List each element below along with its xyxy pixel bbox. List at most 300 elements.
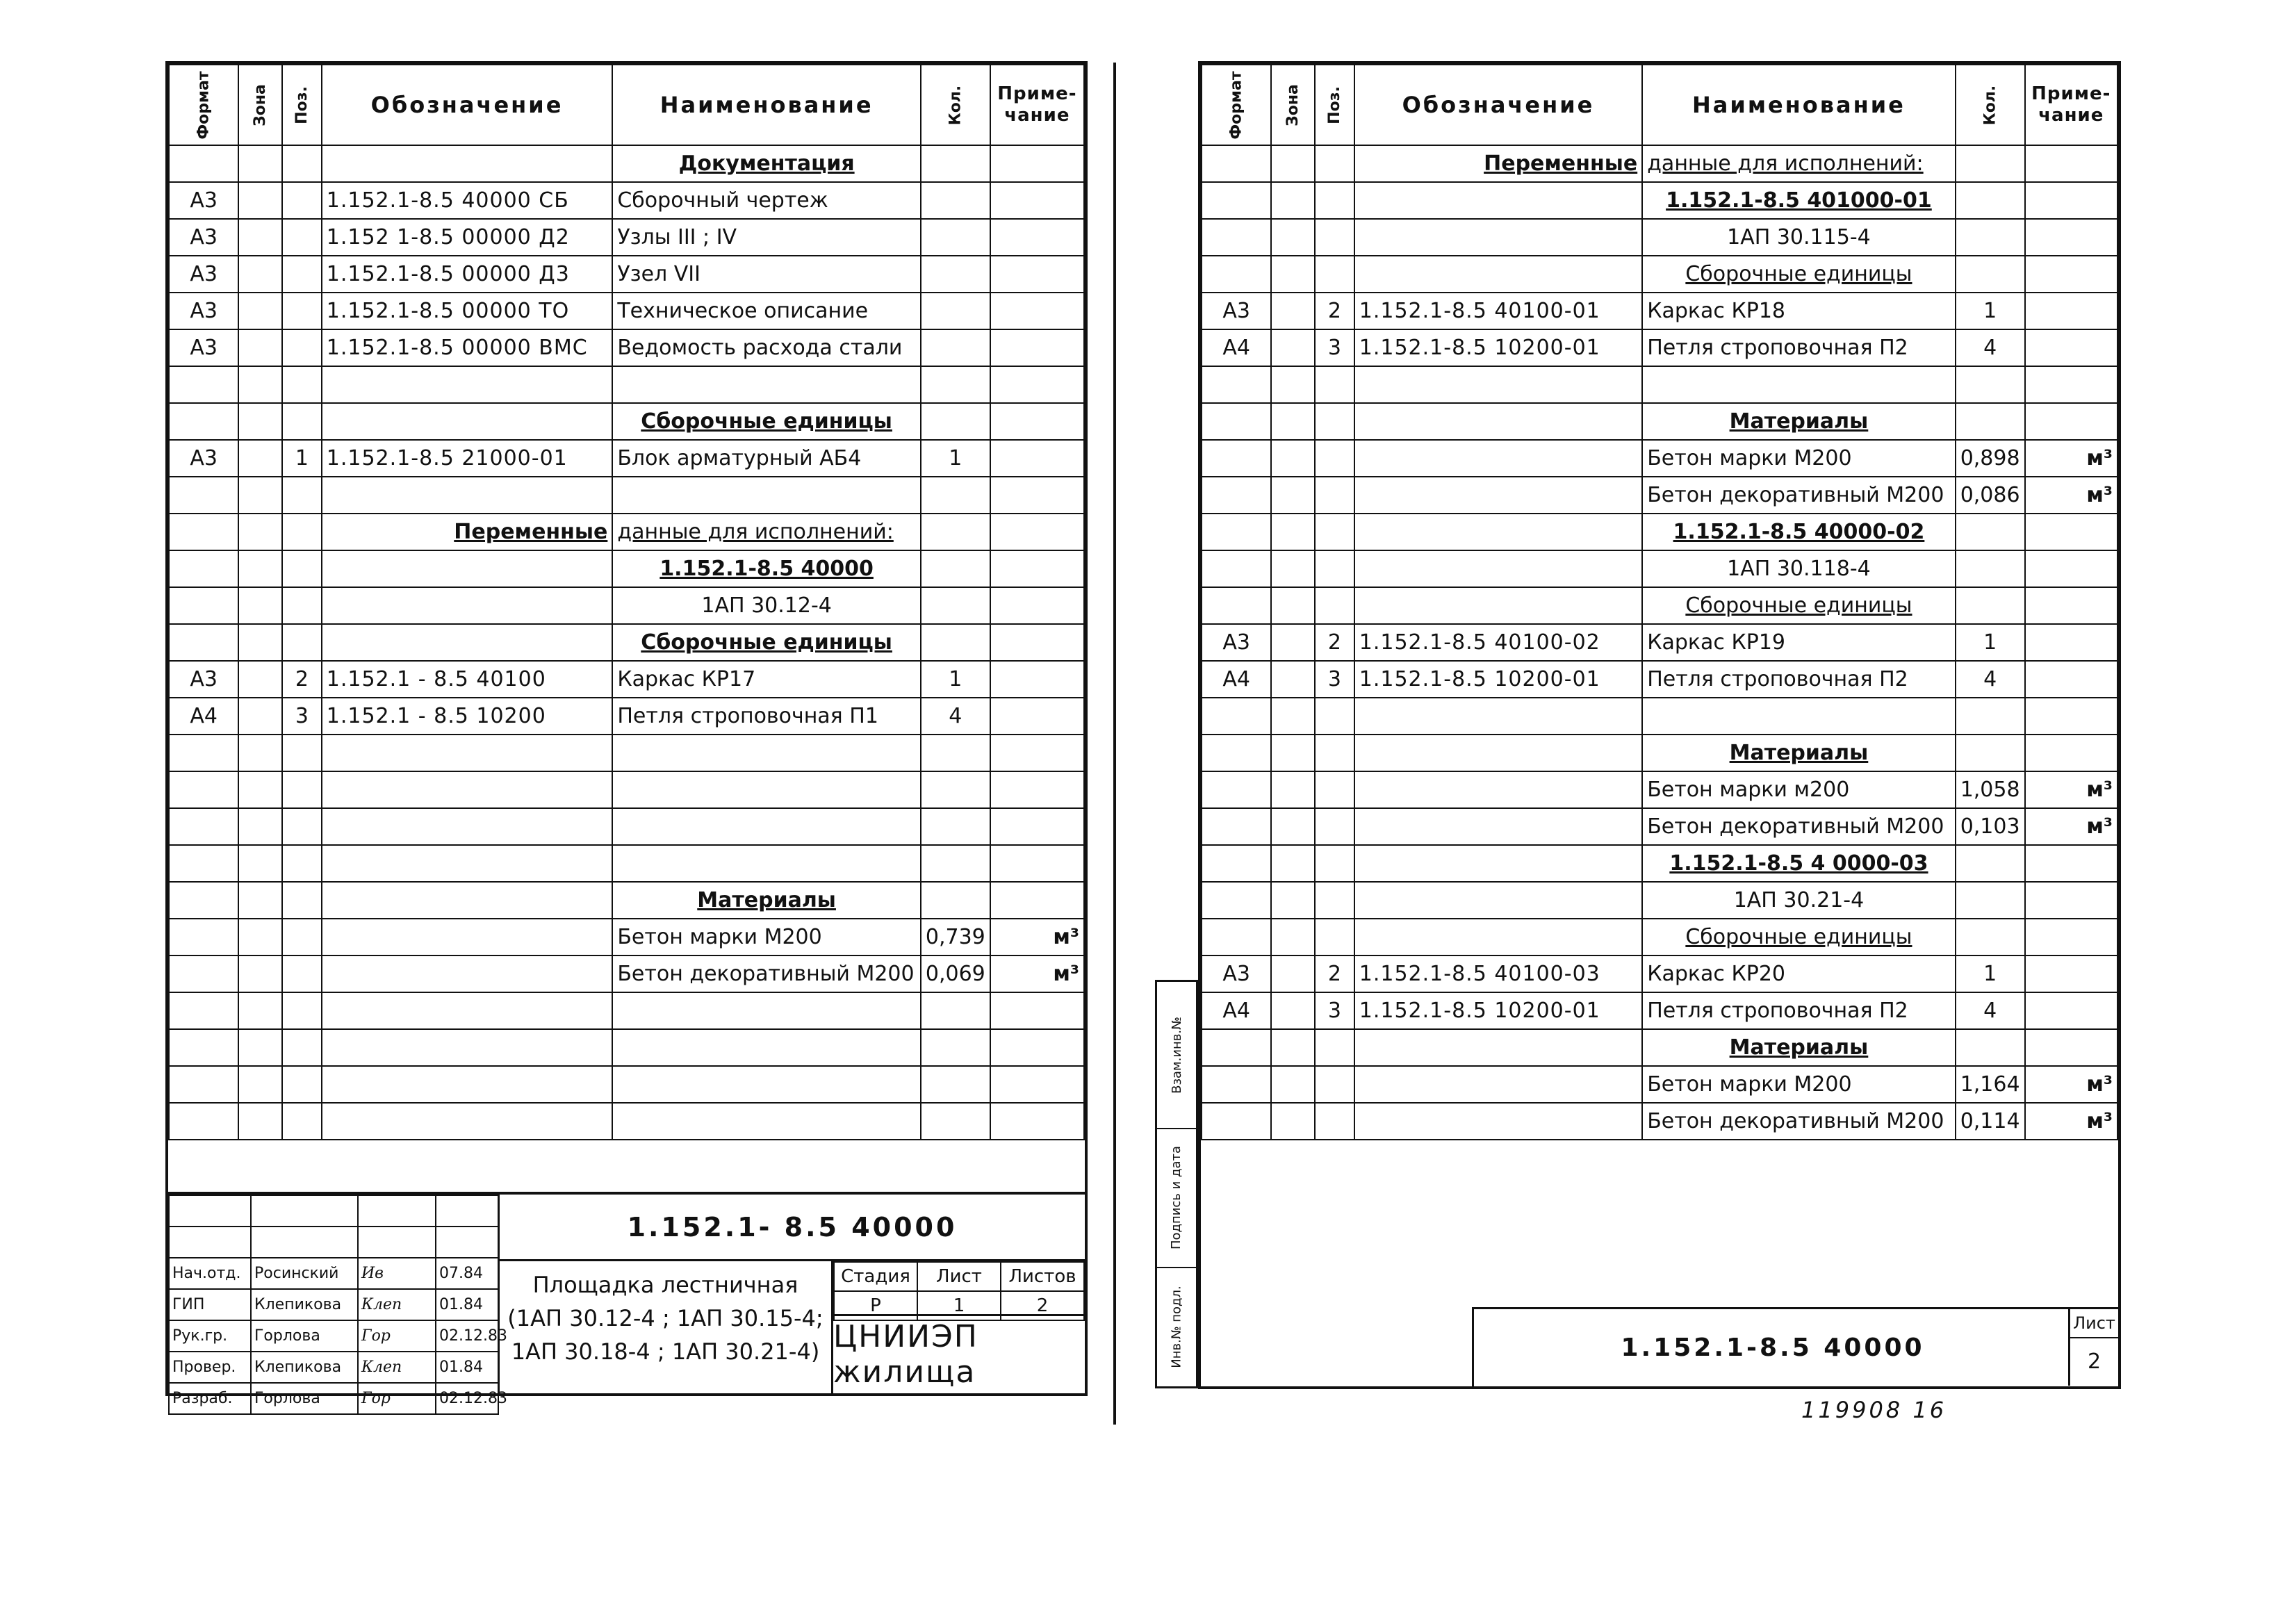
qty-cell: 0,069 bbox=[921, 955, 990, 992]
zone-cell bbox=[1271, 735, 1315, 771]
col-name-header: Наименование bbox=[1642, 65, 1956, 145]
qty-cell: 0,898 bbox=[1956, 440, 2025, 477]
format-cell: А3 bbox=[169, 329, 238, 366]
spec-row bbox=[1202, 882, 2117, 919]
name-cell: Каркас КР17 bbox=[612, 661, 921, 698]
designation-cell: 1.152.1-8.5 10200-01 bbox=[1354, 992, 1642, 1029]
pos-cell bbox=[282, 882, 322, 919]
note-cell bbox=[2025, 587, 2117, 624]
designation-cell bbox=[1354, 366, 1642, 403]
spec-row bbox=[169, 329, 1084, 366]
pos-cell bbox=[1315, 145, 1354, 182]
zone-cell bbox=[238, 550, 282, 587]
zone-cell bbox=[238, 1029, 282, 1066]
pos-cell bbox=[282, 293, 322, 329]
note-cell bbox=[990, 587, 1084, 624]
designation-cell bbox=[322, 477, 613, 514]
person-name-cell: Клепикова bbox=[251, 1352, 358, 1383]
note-cell: м³ bbox=[2025, 477, 2117, 514]
spec-row bbox=[1202, 808, 2117, 845]
person-name-cell: Горлова bbox=[251, 1320, 358, 1352]
designation-cell bbox=[322, 955, 613, 992]
qty-cell bbox=[921, 587, 990, 624]
format-cell bbox=[169, 808, 238, 845]
designation-cell: 1.152.1-8.5 00000 ТО bbox=[322, 293, 613, 329]
zone-cell bbox=[238, 219, 282, 256]
format-cell bbox=[1202, 587, 1271, 624]
zone-cell bbox=[1271, 256, 1315, 293]
pos-cell bbox=[282, 514, 322, 550]
date-cell: 02.12.83 bbox=[436, 1383, 498, 1414]
designation-cell bbox=[1354, 440, 1642, 477]
designation-cell bbox=[1354, 403, 1642, 440]
col-note-header: Приме-чание bbox=[2025, 65, 2117, 145]
qty-cell bbox=[921, 219, 990, 256]
designation-cell bbox=[1354, 919, 1642, 955]
pos-cell bbox=[282, 477, 322, 514]
name-cell: Материалы bbox=[1642, 403, 1956, 440]
spec-row bbox=[1202, 1103, 2117, 1140]
format-cell: А3 bbox=[169, 661, 238, 698]
spec-header-row bbox=[169, 65, 1084, 145]
qty-cell: 4 bbox=[1956, 329, 2025, 366]
qty-cell bbox=[921, 145, 990, 182]
zone-cell bbox=[238, 919, 282, 955]
zone-cell bbox=[238, 808, 282, 845]
name-cell: Каркас КР19 bbox=[1642, 624, 1956, 661]
name-cell: Сборочные единицы bbox=[612, 624, 921, 661]
zone-cell bbox=[238, 1103, 282, 1140]
designation-cell bbox=[322, 992, 613, 1029]
pos-cell bbox=[1315, 735, 1354, 771]
note-cell bbox=[2025, 256, 2117, 293]
pos-cell bbox=[1315, 808, 1354, 845]
qty-cell: 4 bbox=[1956, 992, 2025, 1029]
name-cell: 1.152.1-8.5 40000-02 bbox=[1642, 514, 1956, 550]
note-cell bbox=[2025, 403, 2117, 440]
note-cell bbox=[990, 256, 1084, 293]
designation-cell: 1.152.1-8.5 00000 Д3 bbox=[322, 256, 613, 293]
zone-cell bbox=[1271, 293, 1315, 329]
qty-cell bbox=[921, 182, 990, 219]
designation-cell bbox=[322, 808, 613, 845]
name-cell: Ведомость расхода стали bbox=[612, 329, 921, 366]
spec-row bbox=[1202, 1029, 2117, 1066]
designation-cell: 1.152.1 - 8.5 10200 bbox=[322, 698, 613, 735]
person-name-cell: Клепикова bbox=[251, 1289, 358, 1320]
zone-cell bbox=[238, 403, 282, 440]
name-cell: Бетон декоративный М200 bbox=[1642, 477, 1956, 514]
name-cell: Сборочные единицы bbox=[1642, 256, 1956, 293]
spec-row bbox=[1202, 366, 2117, 403]
designation-cell: Переменные bbox=[1354, 145, 1642, 182]
format-cell bbox=[169, 845, 238, 882]
pos-cell bbox=[1315, 256, 1354, 293]
sidebar-field: Взам.инв.№ bbox=[1157, 982, 1196, 1129]
qty-cell: 0,086 bbox=[1956, 477, 2025, 514]
zone-cell bbox=[1271, 624, 1315, 661]
pos-cell bbox=[1315, 845, 1354, 882]
name-cell bbox=[1642, 366, 1956, 403]
zone-cell bbox=[1271, 1066, 1315, 1103]
designation-cell bbox=[322, 882, 613, 919]
spec-row bbox=[169, 477, 1084, 514]
qty-cell bbox=[1956, 1029, 2025, 1066]
stamp-blank-cell bbox=[436, 1195, 498, 1227]
zone-cell bbox=[238, 514, 282, 550]
note-cell bbox=[990, 440, 1084, 477]
name-cell: 1.152.1-8.5 401000-01 bbox=[1642, 182, 1956, 219]
spec-row bbox=[169, 440, 1084, 477]
stage-label: Стадия bbox=[834, 1262, 917, 1291]
zone-cell bbox=[238, 145, 282, 182]
note-cell bbox=[2025, 735, 2117, 771]
spec-table-2 bbox=[1201, 64, 2118, 1140]
stamp-person-row bbox=[169, 1258, 498, 1289]
spec-row bbox=[1202, 661, 2117, 698]
spec-row bbox=[169, 293, 1084, 329]
col-qty-header: Кол. bbox=[921, 65, 990, 145]
zone-cell bbox=[1271, 698, 1315, 735]
pos-cell bbox=[1315, 587, 1354, 624]
col-name-header: Наименование bbox=[612, 65, 921, 145]
zone-cell bbox=[238, 293, 282, 329]
designation-cell bbox=[322, 1066, 613, 1103]
note-cell bbox=[2025, 514, 2117, 550]
spec-row bbox=[169, 1029, 1084, 1066]
pos-cell: 2 bbox=[1315, 624, 1354, 661]
format-cell bbox=[1202, 771, 1271, 808]
zone-cell bbox=[1271, 661, 1315, 698]
designation-cell bbox=[322, 1029, 613, 1066]
note-cell bbox=[990, 771, 1084, 808]
format-cell: А4 bbox=[169, 698, 238, 735]
qty-cell: 0,739 bbox=[921, 919, 990, 955]
qty-cell: 1 bbox=[1956, 955, 2025, 992]
note-cell bbox=[990, 329, 1084, 366]
qty-cell bbox=[921, 293, 990, 329]
format-cell bbox=[169, 919, 238, 955]
name-cell: 1АП 30.115-4 bbox=[1642, 219, 1956, 256]
spec-row bbox=[1202, 1066, 2117, 1103]
pos-cell bbox=[282, 403, 322, 440]
format-cell bbox=[1202, 698, 1271, 735]
spec-row bbox=[1202, 145, 2117, 182]
qty-cell bbox=[921, 477, 990, 514]
zone-cell bbox=[1271, 440, 1315, 477]
name-cell: Бетон марки м200 bbox=[1642, 771, 1956, 808]
spec-sheet-2 bbox=[1198, 61, 2121, 1389]
spec-row bbox=[1202, 329, 2117, 366]
format-cell: А3 bbox=[169, 256, 238, 293]
format-cell bbox=[1202, 182, 1271, 219]
qty-cell bbox=[921, 256, 990, 293]
qty-cell: 4 bbox=[921, 698, 990, 735]
pos-cell bbox=[282, 182, 322, 219]
format-cell bbox=[169, 771, 238, 808]
zone-cell bbox=[1271, 145, 1315, 182]
pos-cell bbox=[1315, 698, 1354, 735]
designation-cell bbox=[322, 145, 613, 182]
format-cell bbox=[169, 882, 238, 919]
designation-cell bbox=[1354, 550, 1642, 587]
zone-cell bbox=[238, 256, 282, 293]
pos-cell bbox=[1315, 1066, 1354, 1103]
qty-cell bbox=[921, 1103, 990, 1140]
qty-cell bbox=[1956, 403, 2025, 440]
pos-cell bbox=[282, 256, 322, 293]
pos-cell bbox=[1315, 219, 1354, 256]
pos-cell bbox=[282, 1029, 322, 1066]
spec-row bbox=[169, 661, 1084, 698]
format-cell: А3 bbox=[169, 182, 238, 219]
spec-row bbox=[169, 955, 1084, 992]
pos-cell bbox=[1315, 550, 1354, 587]
pos-cell bbox=[282, 1066, 322, 1103]
signature-cell: Гор bbox=[358, 1320, 436, 1352]
designation-cell bbox=[1354, 1029, 1642, 1066]
zone-cell bbox=[238, 366, 282, 403]
qty-cell: 1,164 bbox=[1956, 1066, 2025, 1103]
zone-cell bbox=[1271, 514, 1315, 550]
qty-cell bbox=[921, 771, 990, 808]
note-cell: м³ bbox=[2025, 1066, 2117, 1103]
pos-cell bbox=[1315, 1029, 1354, 1066]
qty-cell bbox=[921, 624, 990, 661]
note-cell bbox=[990, 735, 1084, 771]
zone-cell bbox=[1271, 845, 1315, 882]
pos-cell bbox=[1315, 882, 1354, 919]
qty-cell bbox=[1956, 182, 2025, 219]
name-cell: Каркас КР18 bbox=[1642, 293, 1956, 329]
note-cell bbox=[2025, 145, 2117, 182]
zone-cell bbox=[1271, 992, 1315, 1029]
name-cell: Каркас КР20 bbox=[1642, 955, 1956, 992]
qty-cell: 4 bbox=[1956, 661, 2025, 698]
pos-cell bbox=[282, 845, 322, 882]
spec-row bbox=[169, 1103, 1084, 1140]
spec-row bbox=[169, 992, 1084, 1029]
designation-cell: 1.152.1-8.5 00000 ВМС bbox=[322, 329, 613, 366]
qty-cell bbox=[921, 366, 990, 403]
col-pos-header: Поз. bbox=[282, 65, 322, 145]
title-line: (1АП 30.12-4 ; 1АП 30.15-4; bbox=[507, 1305, 824, 1331]
name-cell: 1АП 30.21-4 bbox=[1642, 882, 1956, 919]
spec-row bbox=[1202, 550, 2117, 587]
note-cell bbox=[990, 514, 1084, 550]
designation-cell: 1.152.1-8.5 10200-01 bbox=[1354, 661, 1642, 698]
spec-row bbox=[169, 514, 1084, 550]
zone-cell bbox=[238, 661, 282, 698]
name-cell: Бетон декоративный М200 bbox=[1642, 808, 1956, 845]
zone-cell bbox=[238, 698, 282, 735]
pos-cell: 2 bbox=[282, 661, 322, 698]
format-cell bbox=[169, 955, 238, 992]
format-cell: А3 bbox=[1202, 955, 1271, 992]
date-cell: 01.84 bbox=[436, 1289, 498, 1320]
note-cell bbox=[2025, 955, 2117, 992]
note-cell bbox=[990, 477, 1084, 514]
name-cell bbox=[612, 366, 921, 403]
role-cell: Рук.гр. bbox=[169, 1320, 251, 1352]
spec-row bbox=[169, 771, 1084, 808]
name-cell: Бетон марки М200 bbox=[1642, 1066, 1956, 1103]
spec-row bbox=[169, 403, 1084, 440]
designation-cell: 1.152.1-8.5 40100-02 bbox=[1354, 624, 1642, 661]
note-cell: м³ bbox=[2025, 771, 2117, 808]
zone-cell bbox=[1271, 919, 1315, 955]
document-code: 1.152.1- 8.5 40000 bbox=[498, 1195, 1085, 1261]
name-cell: 1АП 30.12-4 bbox=[612, 587, 921, 624]
sheet-value: 2 bbox=[2087, 1350, 2102, 1374]
zone-cell bbox=[1271, 329, 1315, 366]
qty-cell bbox=[1956, 514, 2025, 550]
zone-cell bbox=[238, 624, 282, 661]
pos-cell bbox=[282, 735, 322, 771]
date-cell: 02.12.83 bbox=[436, 1320, 498, 1352]
pos-cell: 3 bbox=[282, 698, 322, 735]
zone-cell bbox=[1271, 182, 1315, 219]
qty-cell: 1 bbox=[1956, 624, 2025, 661]
qty-cell: 1,058 bbox=[1956, 771, 2025, 808]
qty-cell bbox=[1956, 919, 2025, 955]
designation-cell bbox=[1354, 771, 1642, 808]
format-cell bbox=[169, 403, 238, 440]
qty-cell bbox=[921, 808, 990, 845]
col-format-header: Формат bbox=[169, 65, 238, 145]
note-cell bbox=[990, 808, 1084, 845]
pos-cell: 3 bbox=[1315, 992, 1354, 1029]
format-cell bbox=[169, 624, 238, 661]
qty-cell bbox=[921, 845, 990, 882]
note-cell bbox=[2025, 182, 2117, 219]
stamp-person-row bbox=[169, 1352, 498, 1383]
designation-cell bbox=[1354, 477, 1642, 514]
qty-cell: 0,114 bbox=[1956, 1103, 2025, 1140]
note-cell bbox=[990, 366, 1084, 403]
spec-row bbox=[169, 366, 1084, 403]
spec-row bbox=[1202, 182, 2117, 219]
sidebar-field: Подпись и дата bbox=[1157, 1128, 1196, 1268]
name-cell: данные для исполнений: bbox=[1642, 145, 1956, 182]
pos-cell bbox=[282, 587, 322, 624]
sheets-value: 2 bbox=[1001, 1291, 1084, 1320]
spec-row bbox=[169, 550, 1084, 587]
qty-cell bbox=[921, 882, 990, 919]
note-cell: м³ bbox=[990, 955, 1084, 992]
spec-row bbox=[169, 624, 1084, 661]
format-cell bbox=[169, 514, 238, 550]
qty-cell bbox=[921, 403, 990, 440]
name-cell bbox=[612, 735, 921, 771]
designation-cell bbox=[1354, 735, 1642, 771]
format-cell bbox=[1202, 256, 1271, 293]
format-cell bbox=[1202, 1103, 1271, 1140]
zone-cell bbox=[238, 329, 282, 366]
spec-row bbox=[169, 698, 1084, 735]
signature-cell: Гор bbox=[358, 1383, 436, 1414]
qty-cell: 0,103 bbox=[1956, 808, 2025, 845]
name-cell: Материалы bbox=[612, 882, 921, 919]
qty-cell bbox=[1956, 219, 2025, 256]
zone-cell bbox=[238, 587, 282, 624]
name-cell: Сборочные единицы bbox=[1642, 919, 1956, 955]
qty-cell bbox=[921, 1029, 990, 1066]
sheet-number-box bbox=[2068, 1309, 2118, 1386]
format-cell bbox=[169, 477, 238, 514]
pos-cell: 2 bbox=[1315, 293, 1354, 329]
zone-cell bbox=[1271, 587, 1315, 624]
pos-cell bbox=[1315, 182, 1354, 219]
qty-cell bbox=[921, 735, 990, 771]
name-cell: Бетон декоративный М200 bbox=[1642, 1103, 1956, 1140]
name-cell: 1АП 30.118-4 bbox=[1642, 550, 1956, 587]
name-cell: Техническое описание bbox=[612, 293, 921, 329]
designation-cell bbox=[322, 845, 613, 882]
zone-cell bbox=[238, 771, 282, 808]
designation-cell bbox=[1354, 219, 1642, 256]
spec-row bbox=[169, 256, 1084, 293]
designation-cell: 1.152.1 - 8.5 40100 bbox=[322, 661, 613, 698]
spec-row bbox=[1202, 624, 2117, 661]
qty-cell bbox=[921, 992, 990, 1029]
zone-cell bbox=[1271, 771, 1315, 808]
note-cell bbox=[990, 182, 1084, 219]
qty-cell bbox=[1956, 735, 2025, 771]
qty-cell bbox=[1956, 550, 2025, 587]
role-cell: Провер. bbox=[169, 1352, 251, 1383]
role-cell: Нач.отд. bbox=[169, 1258, 251, 1289]
sheet-label: Лист bbox=[917, 1262, 1001, 1291]
spec-sheet-1 bbox=[165, 61, 1088, 1407]
note-cell bbox=[2025, 661, 2117, 698]
role-cell: ГИП bbox=[169, 1289, 251, 1320]
spec-row bbox=[169, 182, 1084, 219]
zone-cell bbox=[1271, 1103, 1315, 1140]
format-cell: А3 bbox=[169, 219, 238, 256]
name-cell: Блок арматурный АБ4 bbox=[612, 440, 921, 477]
spec-header-row bbox=[1202, 65, 2117, 145]
document-code: 1.152.1-8.5 40000 bbox=[1621, 1333, 1925, 1362]
name-cell: 1.152.1-8.5 4 0000-03 bbox=[1642, 845, 1956, 882]
note-cell bbox=[2025, 329, 2117, 366]
note-cell: м³ bbox=[990, 919, 1084, 955]
archive-number: 119908 16 bbox=[1801, 1397, 1947, 1423]
sheet-label: Лист bbox=[2070, 1309, 2118, 1338]
col-designation-header: Обозначение bbox=[1354, 65, 1642, 145]
note-cell bbox=[2025, 845, 2117, 882]
zone-cell bbox=[238, 882, 282, 919]
signature-cell: Клеп bbox=[358, 1352, 436, 1383]
qty-cell bbox=[1956, 587, 2025, 624]
designation-cell: 1.152 1-8.5 00000 Д2 bbox=[322, 219, 613, 256]
spec-row bbox=[1202, 440, 2117, 477]
note-cell bbox=[990, 1103, 1084, 1140]
spec-row bbox=[1202, 992, 2117, 1029]
spec-row bbox=[169, 145, 1084, 182]
note-cell bbox=[990, 1066, 1084, 1103]
name-cell: Сборочные единицы bbox=[1642, 587, 1956, 624]
document-title bbox=[498, 1261, 831, 1393]
format-cell: А4 bbox=[1202, 661, 1271, 698]
name-cell bbox=[612, 771, 921, 808]
designation-cell: 1.152.1-8.5 21000-01 bbox=[322, 440, 613, 477]
name-cell bbox=[612, 1029, 921, 1066]
pos-cell bbox=[282, 955, 322, 992]
designation-cell bbox=[322, 403, 613, 440]
note-cell: м³ bbox=[2025, 1103, 2117, 1140]
signature-cell: Ив bbox=[358, 1258, 436, 1289]
